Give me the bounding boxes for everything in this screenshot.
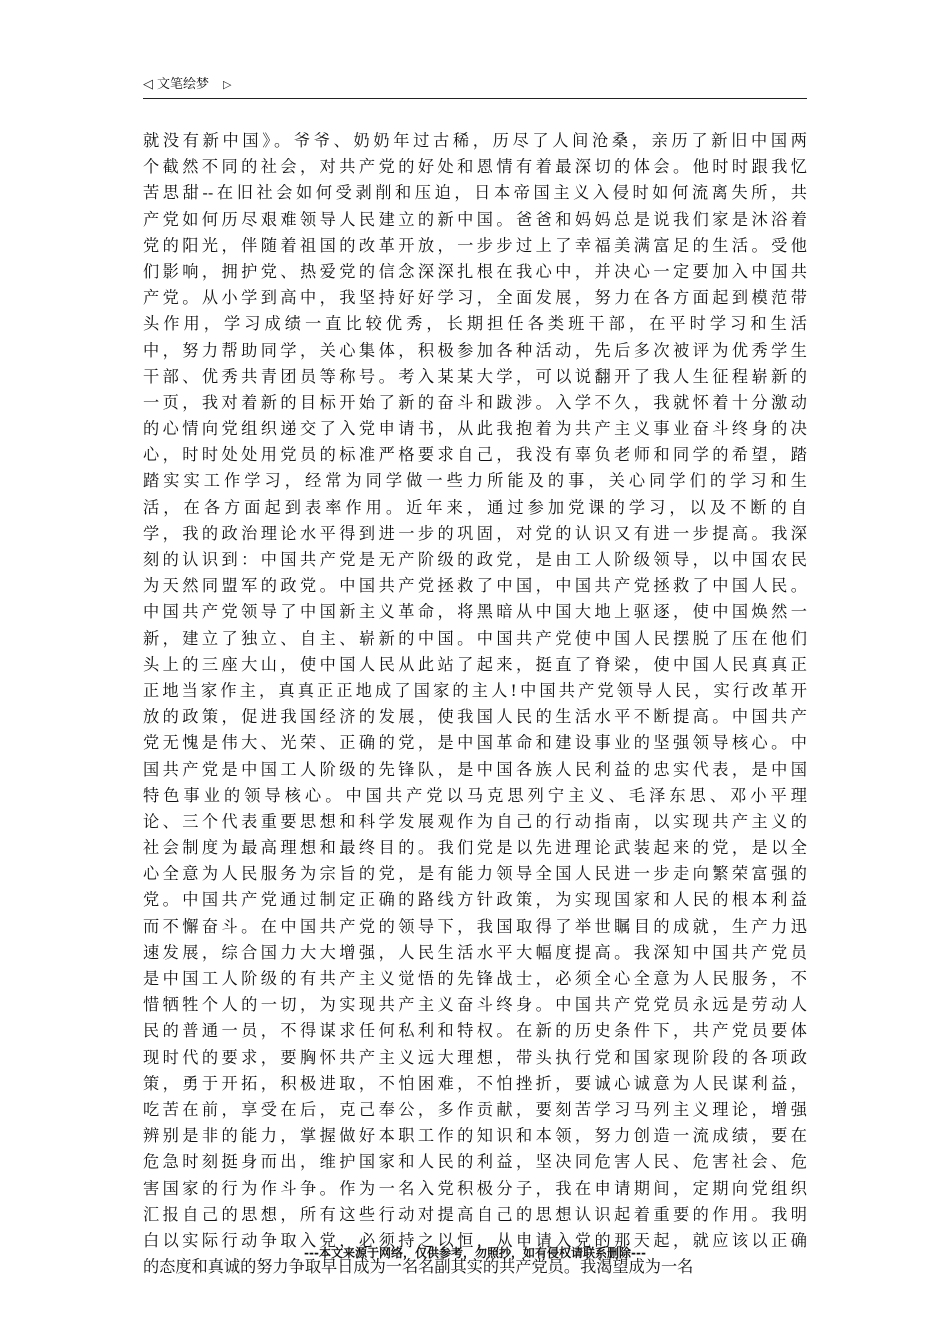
- body-line: 的心情向党组织递交了入党申请书，从此我抱着为共产主义事业奋斗终身的决: [143, 419, 807, 439]
- body-line: 民的普通一员，不得谋求任何私利和特权。在新的历史条件下，共产党员要体: [143, 1021, 807, 1041]
- footer-notice: ---本文来源于网络，仅供参考，勿照抄，如有侵权请联系删除---: [304, 1246, 646, 1260]
- document-body: [143, 128, 807, 1280]
- body-line: 就没有新中国》。爷爷、奶奶年过古稀，历尽了人间沧桑，亲历了新旧中国两: [143, 131, 807, 150]
- body-line: 白以实际行动争取入党，必须持之以恒，从申请入党的那天起，就应该以正确: [143, 1230, 807, 1250]
- body-line: 党无愧是伟大、光荣、正确的党，是中国革命和建设事业的坚强领导核心。中: [143, 733, 807, 753]
- body-line: 危急时刻挺身而出，维护国家和人民的利益，坚决同危害人民、危害社会、危: [143, 1152, 807, 1172]
- triangle-right-outline-icon: ▷: [223, 78, 232, 91]
- body-line: 现时代的要求，要胸怀共产主义远大理想，带头执行党和国家现阶段的各项政: [143, 1047, 807, 1067]
- body-line: 们影响，拥护党、热爱党的信念深深扎根在我心中，并决心一定要加入中国共: [143, 261, 807, 281]
- body-line: 正地当家作主，真真正正地成了国家的主人!中国共产党领导人民，实行改革开: [143, 680, 807, 700]
- body-line: 策，勇于开拓，积极进取，不怕困难，不怕挫折，要诚心诚意为人民谋利益，: [143, 1073, 807, 1093]
- triangle-left-outline-icon: ◁: [143, 77, 153, 92]
- body-line: 踏实实工作学习，经常为同学做一些力所能及的事，关心同学们的学习和生: [143, 471, 807, 491]
- body-line: 心，时时处处用党员的标准严格要求自己，我没有辜负老师和同学的希望，踏: [143, 445, 807, 465]
- body-line: 头上的三座大山，使中国人民从此站了起来，挺直了脊梁，使中国人民真真正: [143, 654, 807, 674]
- body-line: 社会制度为最高理想和最终目的。我们党是以先进理论武装起来的党，是以全: [143, 838, 807, 858]
- body-line: 而不懈奋斗。在中国共产党的领导下，我国取得了举世瞩目的成就，生产力迅: [143, 916, 807, 936]
- body-line: 害国家的行为作斗争。作为一名入党积极分子，我在申请期间，定期向党组织: [143, 1178, 807, 1198]
- body-line: 辨别是非的能力，掌握做好本职工作的知识和本领，努力创造一流成绩，要在: [143, 1126, 807, 1146]
- body-line: 的态度和真诚的努力争取早日成为一名名副其实的共产党员。我渴望成为一名: [143, 1257, 694, 1277]
- page-header: [143, 74, 807, 99]
- body-line: 论、三个代表重要思想和科学发展观作为自己的行动指南，以实现共产主义的: [143, 811, 807, 831]
- body-line: 汇报自己的思想，所有这些行动对提高自己的思想认识起着重要的作用。我明: [143, 1204, 807, 1224]
- body-line: 是中国工人阶级的有共产主义觉悟的先锋战士，必须全心全意为人民服务，不: [143, 969, 807, 988]
- body-line: 国共产党是中国工人阶级的先锋队，是中国各族人民利益的忠实代表，是中国: [143, 759, 807, 779]
- body-line: 头作用，学习成绩一直比较优秀，长期担任各类班干部，在平时学习和生活: [143, 314, 807, 334]
- header-title: 文笔绘梦: [157, 77, 210, 92]
- body-line: 个截然不同的社会，对共产党的好处和恩情有着最深切的体会。他时时跟我忆: [143, 157, 807, 177]
- body-line: 中国共产党领导了中国新主义革命，将黑暗从中国大地上驱逐，使中国焕然一: [143, 602, 807, 622]
- body-line: 党。中国共产党通过制定正确的路线方针政策，为实现国家和人民的根本利益: [143, 890, 807, 910]
- body-line: 党的阳光，伴随着祖国的改革开放，一步步过上了幸福美满富足的生活。受他: [143, 235, 807, 255]
- body-line: 特色事业的领导核心。中国共产党以马克思列宁主义、毛泽东思、邓小平理: [143, 785, 807, 805]
- body-line: 干部、优秀共青团员等称号。考入某某大学，可以说翻开了我人生征程崭新的: [143, 366, 807, 386]
- body-line: 速发展，综合国力大大增强，人民生活水平大幅度提高。我深知中国共产党员: [143, 942, 807, 962]
- body-line: 中，努力帮助同学，关心集体，积极参加各种活动，先后多次被评为优秀学生: [143, 340, 807, 360]
- body-line: 一页，我对着新的目标开始了新的奋斗和跋涉。入学不久，我就怀着十分激动: [143, 392, 807, 412]
- body-line: 学，我的政治理论水平得到进一步的巩固，对党的认识又有进一步提高。我深: [143, 523, 807, 543]
- body-line: 苦思甜--在旧社会如何受剥削和压迫，日本帝国主义入侵时如何流离失所，共: [143, 183, 807, 203]
- body-line: 惜牺牲个人的一切，为实现共产主义奋斗终身。中国共产党党员永远是劳动人: [143, 995, 807, 1015]
- body-line: 心全意为人民服务为宗旨的党，是有能力领导全国人民进一步走向繁荣富强的: [143, 864, 807, 884]
- body-line: 刻的认识到：中国共产党是无产阶级的政党，是由工人阶级领导，以中国农民: [143, 550, 807, 569]
- body-line: 活，在各方面起到表率作用。近年来，通过参加党课的学习，以及不断的自: [143, 497, 807, 517]
- body-line: 新，建立了独立、自主、崭新的中国。中国共产党使中国人民摆脱了压在他们: [143, 628, 807, 648]
- body-line: 放的政策，促进我国经济的发展，使我国人民的生活水平不断提高。中国共产: [143, 707, 807, 727]
- body-line: 产党如何历尽艰难领导人民建立的新中国。爸爸和妈妈总是说我们家是沐浴着: [143, 209, 807, 229]
- body-line: 产党。从小学到高中，我坚持好好学习，全面发展，努力在各方面起到模范带: [143, 288, 807, 308]
- body-line: 为天然同盟军的政党。中国共产党拯救了中国，中国共产党拯救了中国人民。: [143, 576, 807, 596]
- body-line: 吃苦在前，享受在后，克己奉公，多作贡献，要刻苦学习马列主义理论，增强: [143, 1099, 807, 1119]
